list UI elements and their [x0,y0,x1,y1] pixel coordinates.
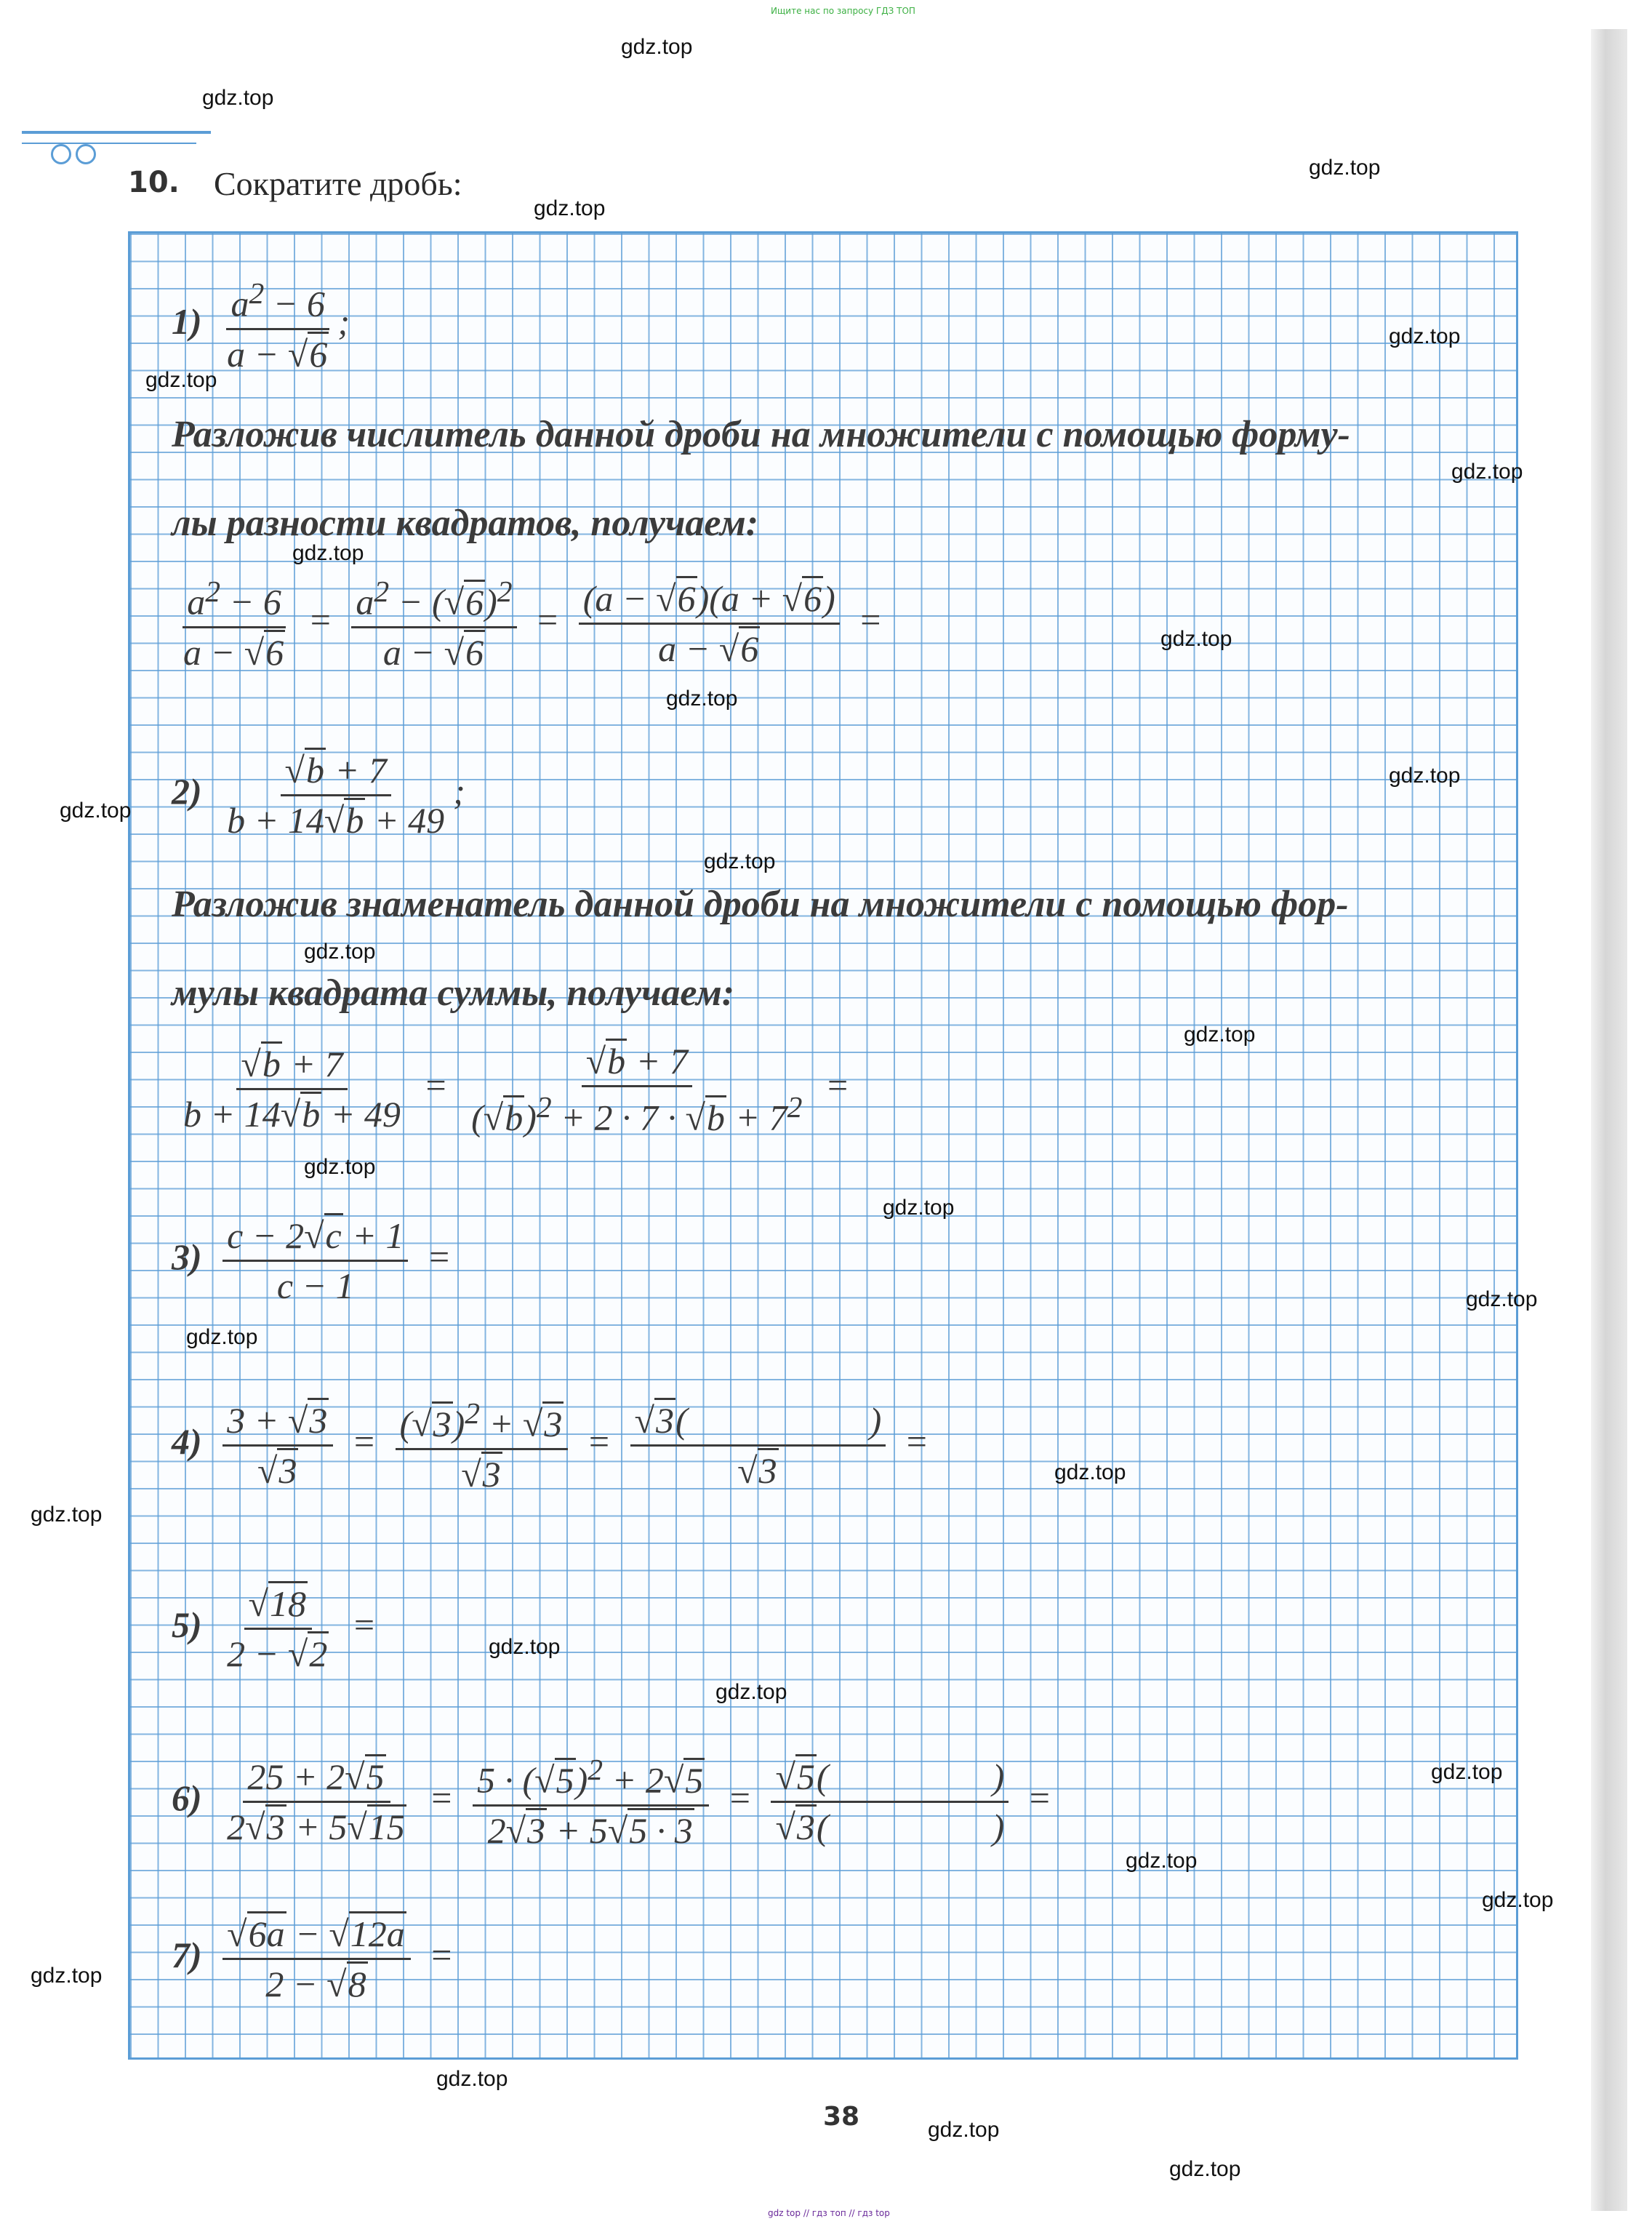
watermark: gdz.top [60,799,132,823]
handwriting-line-4: мулы квадрата суммы, получаем: [172,972,735,1014]
task-number: 10. [128,166,180,199]
watermark: gdz.top [1451,460,1523,484]
item-label: 6) [172,1777,202,1819]
watermark: gdz.top [704,849,776,873]
item-6: 6) $\frac{25 + 2√5}{2√3 + 5√15}$ = $\frac{5 \cdot (√5)^2 + 2√5}{2√3 + 5√5 \cdot 3}$ = $\frac{√5( )}{√3( )}$ = [172,1753,1050,1851]
watermark: gdz.top [202,86,274,110]
page-number: 38 [823,2102,860,2132]
watermark: gdz.top [1126,1849,1198,1873]
watermark: gdz.top [1389,324,1461,348]
top-note: Ищите нас по запросу ГДЗ ТОП [771,6,915,16]
item-label: 2) [172,770,202,812]
item-2-solution: $\frac{√b + 7}{b + 14√b + 49}$ = $\frac{√b + 7}{(√b)^2 + 2 \cdot 7 \cdot √b + 7^2}$ = [175,1040,855,1139]
item-label: 1) [172,301,202,343]
item-2: 2) $\frac{√b + 7}{b + 14√b + 49}$ ; [172,749,465,841]
watermark: gdz.top [1054,1460,1126,1484]
header-rule [22,131,211,134]
watermark: gdz.top [1482,1888,1554,1912]
item-label: 4) [172,1421,202,1463]
page-edge-shadow [1591,29,1627,2211]
watermark: gdz.top [31,1964,103,1988]
watermark: gdz.top [1184,1023,1256,1047]
watermark: gdz.top [31,1503,103,1527]
item-label: 5) [172,1604,202,1645]
watermark: gdz.top [534,196,606,220]
header-circle-icon [51,144,71,164]
watermark: gdz.top [715,1680,787,1704]
watermark: gdz.top [1466,1287,1538,1311]
watermark: gdz.top [1309,156,1381,180]
item-3: 3) $\frac{c - 2√c + 1}{c - 1}$ = [172,1215,457,1307]
item-7: 7) $\frac{√6a - √12a}{2 - √8}$ = [172,1913,460,2005]
handwriting-line-1: Разложив числитель данной дроби на множители с помощью форму- [172,414,1350,455]
watermark: gdz.top [621,35,693,59]
watermark: gdz.top [1431,1760,1503,1784]
item-1: 1) $\frac{a^2 - 6}{a - √6}$ ; [172,277,350,375]
watermark: gdz.top [186,1325,258,1349]
watermark: gdz.top [304,940,376,964]
item-4: 4) $\frac{3 + √3}{√3}$ = $\frac{(√3)^2 + √3}{√3}$ = $\frac{√3( )}{√3}$ = [172,1397,927,1495]
watermark: gdz.top [883,1196,955,1220]
item-5: 5) $\frac{√18}{2 - √2}$ = [172,1583,382,1675]
watermark: gdz.top [292,541,364,565]
page-margin [1629,29,1652,2211]
bottom-note: gdz top // гдз топ // гдз top [768,2208,890,2218]
watermark: gdz.top [928,2118,1000,2142]
watermark: gdz.top [1160,627,1232,651]
header-circle-icon [76,144,96,164]
item-label: 3) [172,1236,202,1277]
watermark: gdz.top [145,368,217,392]
handwriting-line-3: Разложив знаменатель данной дроби на множители с помощью фор- [172,884,1349,925]
watermark: gdz.top [666,687,738,711]
watermark: gdz.top [1389,764,1461,788]
item-1-solution: $\frac{a^2 - 6}{a - √6}$ = $\frac{a^2 - (√6)^2}{a - √6}$ = $\frac{(a - √6)(a + √6)}{a - √6}$ = [183,575,881,673]
header-rule-thin [22,143,196,144]
task-prompt: Сократите дробь: [214,165,462,202]
watermark: gdz.top [489,1635,561,1659]
watermark: gdz.top [304,1155,376,1179]
watermark: gdz.top [436,2067,508,2091]
handwriting-line-2: лы разности квадратов, получаем: [172,503,759,544]
item-label: 7) [172,1934,202,1975]
watermark: gdz.top [1169,2157,1241,2181]
